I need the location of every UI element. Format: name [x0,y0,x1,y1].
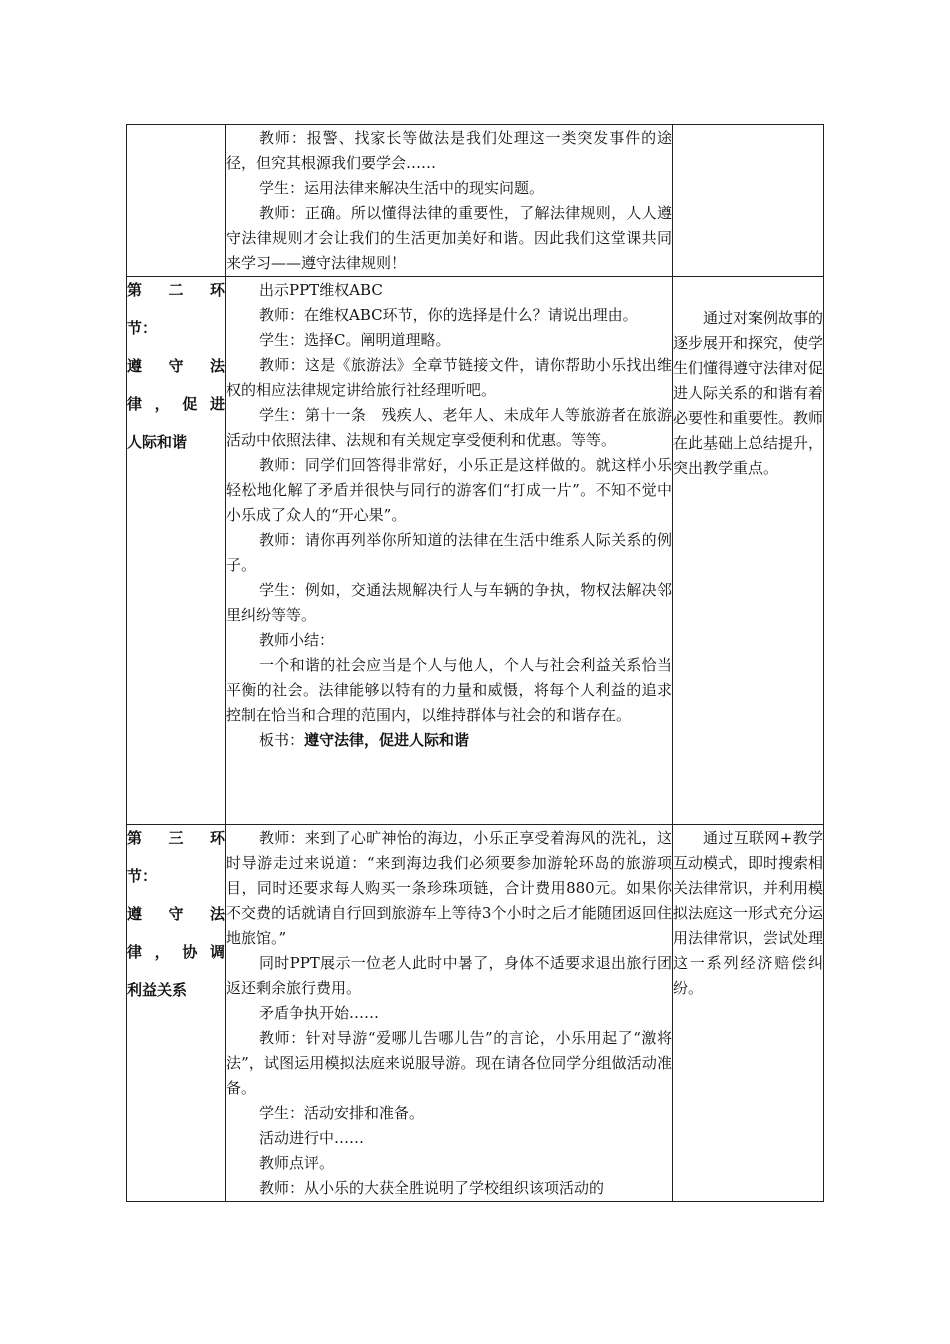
paragraph: 教师：针对导游“爱哪儿告哪儿告”的言论，小乐用起了“激将法”，试图运用模拟法庭来说服导游。现在请各位同学分组做活动准备。 [226,1029,672,1097]
stage-line: 第 三 环 [127,829,225,847]
paragraph: 教师：这是《旅游法》全章节链接文件，请你帮助小乐找出维权的相应法律规定讲给旅行社经理听吧。 [226,356,672,399]
note-cell [673,125,824,277]
stage-line: 律，促进 [127,395,225,413]
paragraph: 矛盾争执开始…… [259,1004,380,1022]
stage-line: 遵 守 法 [127,905,225,923]
content-cell [226,125,673,277]
board-note [226,728,672,753]
board-text: 遵守法律，促进人际和谐 [304,731,470,749]
paragraph: 教师：报警、找家长等做法是我们处理这一类突发事件的途径，但究其根源我们要学会…… [226,129,672,172]
content-cell [226,825,673,1202]
stage-line: 律，协调 [127,943,225,961]
table-row [127,125,824,277]
paragraph: 学生：例如，交通法规解决行人与车辆的争执，物权法解决邻里纠纷等等。 [226,581,672,624]
design-note: 通过对案例故事的逐步展开和探究，使学生们懂得遵守法律对促进人际关系的和谐有着必要性和重要性。教师在此基础上总结提升，突出教学重点。 [673,309,824,477]
table-row [127,277,824,825]
stage-cell [127,825,226,1202]
paragraph: 教师：正确。所以懂得法律的重要性，了解法律规则，人人遵守法律规则才会让我们的生活更加美好和谐。因此我们这堂课共同来学习——遵守法律规则！ [226,204,672,272]
paragraph: 学生：活动安排和准备。 [259,1104,425,1122]
content-cell [226,277,673,825]
board-label: 板书： [259,731,305,749]
stage-line: 节： [127,867,158,885]
paragraph: 学生：第十一条 残疾人、老年人、未成年人等旅游者在旅游活动中依照法律、法规和有关规定享受便利和优惠。等等。 [226,406,672,449]
paragraph: 教师：请你再列举你所知道的法律在生活中维系人际关系的例子。 [226,531,672,574]
stage-line: 第 二 环 [127,281,225,299]
stage-line: 遵 守 法 [127,357,225,375]
paragraph: 教师点评。 [259,1154,335,1172]
paragraph: 学生：选择C。阐明道理略。 [259,331,451,349]
paragraph: 教师：同学们回答得非常好，小乐正是这样做的。就这样小乐轻松地化解了矛盾并很快与同行的游客们“打成一片”。不知不觉中小乐成了众人的“开心果”。 [226,456,672,524]
stage-line: 节： [127,319,158,337]
paragraph: 教师：在维权ABC环节，你的选择是什么？请说出理由。 [259,306,638,324]
paragraph: 出示PPT维权ABC [259,281,383,299]
stage-cell [127,125,226,277]
paragraph: 教师小结： [259,631,335,649]
paragraph: 活动进行中…… [259,1129,365,1147]
paragraph: 教师：来到了心旷神怡的海边，小乐正享受着海风的洗礼，这时导游走过来说道：“来到海边我们必须要参加游轮环岛的旅游项目，同时还要求每人购买一条珍珠项链，合计费用880元。如果你不交费的话就请自行回到旅游车上等待3个小时之后才能随团返回住地旅馆。” [226,829,672,947]
paragraph: 学生：运用法律来解决生活中的现实问题。 [259,179,545,197]
paragraph: 教师：从小乐的大获全胜说明了学校组织该项活动的 [259,1179,605,1197]
paragraph: 同时PPT展示一位老人此时中暑了，身体不适要求退出旅行团返还剩余旅行费用。 [226,954,672,997]
stage-line: 利益关系 [127,981,188,999]
lesson-plan-table [126,124,824,1202]
design-note: 通过互联网+教学互动模式，即时搜索相关法律常识，并利用模拟法庭这一形式充分运用法律常识，尝试处理这一系列经济赔偿纠纷。 [673,829,824,997]
table-row [127,825,824,1202]
note-cell [673,825,824,1202]
stage-line: 人际和谐 [127,433,188,451]
stage-cell [127,277,226,825]
note-cell [673,277,824,825]
paragraph: 一个和谐的社会应当是个人与他人，个人与社会利益关系恰当平衡的社会。法律能够以特有的力量和威慑，将每个人利益的追求控制在恰当和合理的范围内，以维持群体与社会的和谐存在。 [226,656,672,724]
